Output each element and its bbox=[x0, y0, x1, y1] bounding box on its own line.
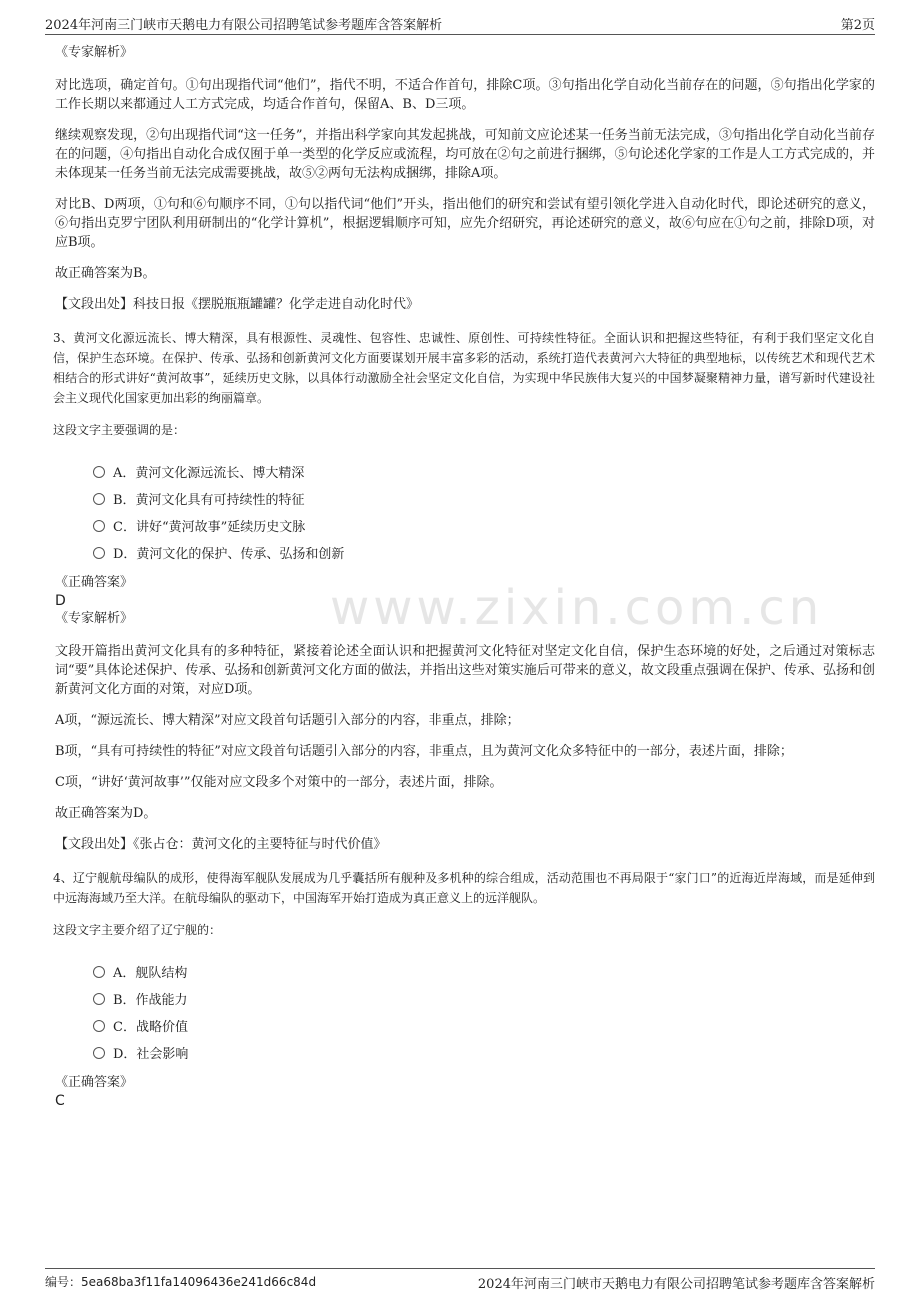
option-d[interactable] bbox=[93, 541, 875, 568]
page-number: 第2页 bbox=[840, 18, 875, 33]
radio-button-icon[interactable] bbox=[93, 993, 105, 1005]
analysis-paragraph: A项，“源远流长、博大精深”对应文段首句话题引入部分的内容，非重点，排除； bbox=[55, 713, 520, 728]
option-label: C．战略价值 bbox=[113, 1020, 188, 1035]
correct-answer-label: 《正确答案》 bbox=[55, 575, 134, 590]
question-prompt: 这段文字主要强调的是： bbox=[53, 423, 186, 437]
option-label: B．作战能力 bbox=[113, 993, 188, 1008]
radio-button-icon[interactable] bbox=[93, 966, 105, 978]
option-label: D．黄河文化的保护、传承、弘扬和创新 bbox=[113, 547, 345, 562]
option-a[interactable] bbox=[93, 460, 875, 487]
watermark: www.zixin.com.cn bbox=[330, 580, 824, 636]
question-prompt: 这段文字主要介绍了辽宁舰的： bbox=[53, 923, 222, 937]
radio-button-icon[interactable] bbox=[93, 547, 105, 559]
option-label: A．舰队结构 bbox=[113, 966, 188, 981]
analysis-paragraph: C项，“讲好‘黄河故事’”仅能对应文段多个对策中的一部分，表述片面，排除。 bbox=[55, 775, 503, 790]
expert-analysis-label: 《专家解析》 bbox=[55, 45, 134, 60]
expert-analysis-label: 《专家解析》 bbox=[55, 611, 134, 626]
option-label: A．黄河文化源远流长、博大精深 bbox=[113, 466, 305, 481]
option-d[interactable] bbox=[93, 1041, 875, 1068]
question-text: 3、黄河文化源远流长、博大精深，具有根源性、灵魂性、包容性、忠诚性、原创性、可持续性特征。全面认识和把握这些特征，有利于我们坚定文化自信，保护生态环境。在保护、传承、弘扬和创新黄河文化方面要谋划开展丰富多彩的活动，系统打造代表黄河六大特征的典型地标，以传统艺术和现代艺术相结合的形式讲好“黄河故事”，延续历史文脉，以具体行动激励全社会坚定文化自信，为实现中华民族伟大复兴的中国梦凝聚精神力量，谱写新时代建设社会主义现代化国家更加出彩的绚丽篇章。 bbox=[53, 331, 875, 405]
option-b[interactable] bbox=[93, 987, 875, 1014]
source-citation: 【文段出处】《张占仓：黄河文化的主要特征与时代价值》 bbox=[55, 837, 387, 852]
document-code: 编号：5ea68ba3f11fa14096436e241d66c84d bbox=[45, 1275, 317, 1289]
page-header bbox=[45, 12, 875, 35]
analysis-paragraph: B项，“具有可持续性的特征”对应文段首句话题引入部分的内容，非重点，且为黄河文化众多特征中的一部分，表述片面，排除； bbox=[55, 744, 793, 759]
option-a[interactable] bbox=[93, 960, 875, 987]
correct-answer-label: 《正确答案》 bbox=[55, 1075, 134, 1090]
analysis-paragraph: 对比B、D两项，①句和⑥句顺序不同，①句以指代词“他们”开头，指出他们的研究和尝试有望引领化学进入自动化时代，即论述研究的意义，⑥句指出克罗宁团队利用研制出的“化学计算机”，根据逻辑顺序可知，应先介绍研究，再论述研究的意义，故⑥句应在①句之前，排除D项，对应B项。 bbox=[55, 197, 875, 250]
analysis-paragraph: 对比选项，确定首句。①句出现指代词“他们”，指代不明，不适合作首句，排除C项。③句指出化学自动化当前存在的问题，⑤句指出化学家的工作长期以来都通过人工方式完成，均适合作首句，保留A、B、D三项。 bbox=[55, 78, 875, 112]
option-label: C．讲好“黄河故事”延续历史文脉 bbox=[113, 520, 306, 535]
radio-button-icon[interactable] bbox=[93, 1047, 105, 1059]
radio-button-icon[interactable] bbox=[93, 1020, 105, 1032]
option-b[interactable] bbox=[93, 487, 875, 514]
header-title: 2024年河南三门峡市天鹅电力有限公司招聘笔试参考题库含答案解析 bbox=[45, 18, 443, 33]
question-text: 4、辽宁舰航母编队的成形，使得海军舰队发展成为几乎囊括所有舰种及多机种的综合组成，活动范围也不再局限于“家门口”的近海近岸海域，而是延伸到中远海海域乃至大洋。在航母编队的驱动下，中国海军开始打造成为真正意义上的远洋舰队。 bbox=[53, 871, 875, 905]
answer-statement: 故正确答案为B。 bbox=[55, 266, 156, 281]
footer-title: 2024年河南三门峡市天鹅电力有限公司招聘笔试参考题库含答案解析 bbox=[477, 1277, 875, 1292]
correct-answer: C bbox=[55, 1093, 65, 1109]
option-label: D．社会影响 bbox=[113, 1047, 189, 1062]
source-citation: 【文段出处】科技日报《摆脱瓶瓶罐罐？化学走进自动化时代》 bbox=[55, 297, 420, 312]
radio-button-icon[interactable] bbox=[93, 493, 105, 505]
option-c[interactable] bbox=[93, 514, 875, 541]
page-footer bbox=[45, 1268, 875, 1291]
answer-statement: 故正确答案为D。 bbox=[55, 806, 157, 821]
radio-button-icon[interactable] bbox=[93, 466, 105, 478]
option-label: B．黄河文化具有可持续性的特征 bbox=[113, 493, 305, 508]
analysis-paragraph: 文段开篇指出黄河文化具有的多种特征，紧接着论述全面认识和把握黄河文化特征对坚定文化自信，保护生态环境的好处，之后通过对策标志词“要”具体论述保护、传承、弘扬和创新黄河文化方面的做法，并指出这些对策实施后可带来的意义，故文段重点强调在保护、传承、弘扬和创新黄河文化方面的对策，对应D项。 bbox=[55, 644, 875, 697]
correct-answer: D bbox=[55, 593, 66, 609]
option-c[interactable] bbox=[93, 1014, 875, 1041]
page-content bbox=[45, 44, 875, 1110]
radio-button-icon[interactable] bbox=[93, 520, 105, 532]
analysis-paragraph: 继续观察发现，②句出现指代词“这一任务”，并指出科学家向其发起挑战，可知前文应论述某一任务当前无法完成，③句指出化学自动化当前存在的问题，④句指出自动化合成仅囿于单一类型的化学反应或流程，均可放在②句之前进行捆绑，⑤句论述化学家的工作是人工方式完成的，并未体现某一任务当前无法完成需要挑战，故⑤②两句无法构成捆绑，排除A项。 bbox=[55, 128, 875, 181]
